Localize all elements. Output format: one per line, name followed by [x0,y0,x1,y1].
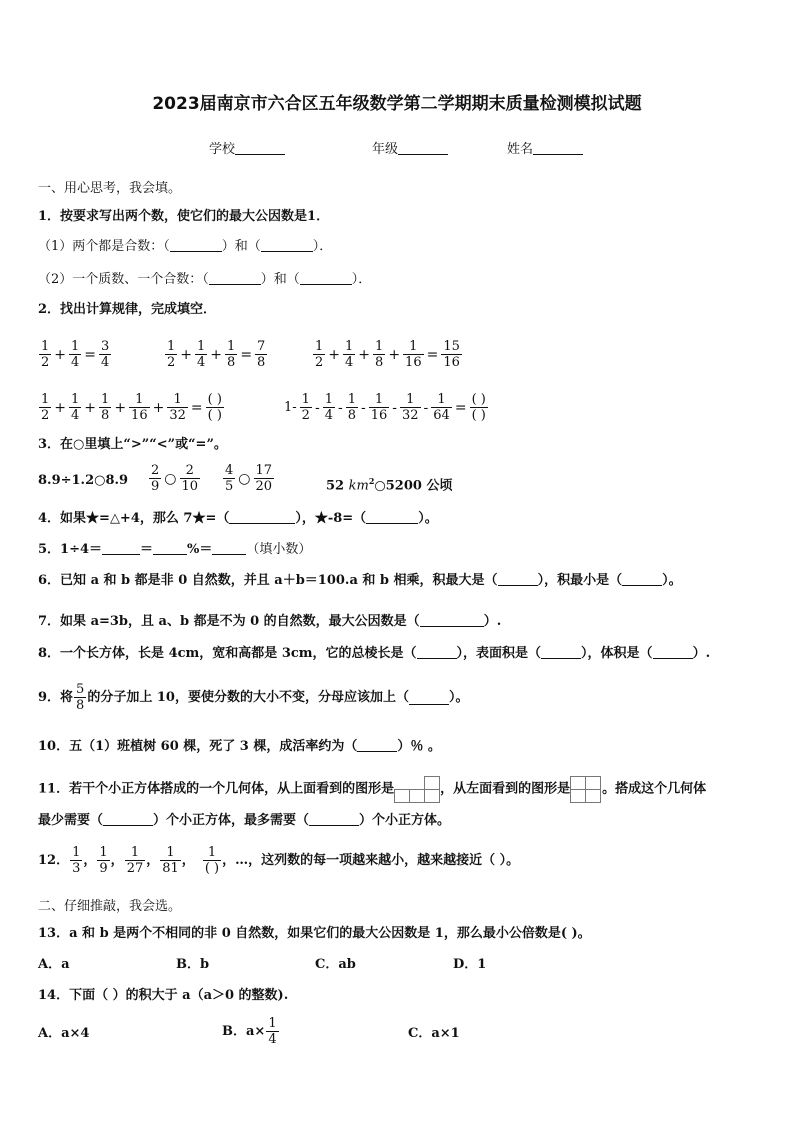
q13-option-b[interactable]: B．b [176,957,210,972]
numerator: 1 [409,339,418,354]
grade-field [372,141,448,158]
q14-option-a[interactable]: A．a×4 [38,1026,90,1041]
question-text: ， [110,852,124,868]
question-text: ）。 [418,511,438,526]
numerator: 1 [301,392,310,407]
denominator: 8 [347,408,356,423]
q8-blank-3[interactable] [653,645,693,659]
q2-expr-1 [38,339,112,370]
denominator: 9 [151,479,160,494]
fraction [313,339,325,370]
fraction [373,339,385,370]
question-text: ，从左面看到的图形是 [440,781,571,797]
fraction [70,845,82,876]
question-text: 12． [38,852,70,868]
q1-blank-4[interactable] [300,271,352,285]
denominator: 4 [197,355,206,370]
question-text: 7．如果 a=3b，且 a、b 都是不为 0 的自然数，最大公因数是（ [38,614,420,629]
fraction [343,339,355,370]
q5-blank-3[interactable] [212,541,246,555]
fraction [431,392,452,423]
question-text: 10．五（1）班植树 60 棵，死了 3 棵，成活率约为（ [38,739,358,754]
q10 [38,738,441,755]
section-heading-2: 二、仔细推敲，我会选。 [38,899,182,914]
operator: = [426,346,439,363]
denominator: 20 [255,479,273,494]
q9 [38,682,468,713]
denominator: 16 [370,408,388,423]
question-text: 11．若干个小正方体搭成的一个几何体，从上面看到的图形是 [38,781,395,797]
question-text: ）个小正方体，最多需要（ [153,813,310,828]
denominator: ( ) [471,408,486,423]
school-field [209,141,285,158]
numerator: 3 [101,339,110,354]
grade-blank[interactable] [398,141,448,155]
operator: + [114,399,127,416]
numerator: 1 [173,392,182,407]
fraction [69,392,81,423]
answer-fraction[interactable] [203,845,221,876]
denominator: 2 [301,408,310,423]
fraction [195,339,207,370]
fraction [129,392,150,423]
q1-blank-2[interactable] [261,238,313,252]
question-text: 8．一个长方体，长是 4cm，宽和高都是 3cm，它的总棱长是（ [38,646,417,661]
q3-stem: 3．在○里填上“>”“<”或“=”。 [38,437,227,452]
fraction [346,392,358,423]
denominator: 8 [257,355,266,370]
left-view-grid-icon [570,775,602,803]
numerator: 1 [227,339,236,354]
fraction [300,392,312,423]
numerator: ( ) [471,392,486,407]
q13-option-c[interactable]: C．ab [315,957,356,972]
q14-stem: 14．下面（ ）的积大于 a（a＞0 的整数). [38,988,289,1003]
question-text: ）. [692,646,711,661]
numerator: 1 [71,339,80,354]
denominator: 32 [402,408,419,423]
grade-label: 年级 [372,142,399,157]
question-text: B．a× [222,1023,266,1039]
denominator: 8 [375,355,384,370]
operator: + [328,346,341,363]
denominator: 8 [227,355,236,370]
question-text: ），体积是（ [581,646,653,661]
numerator: 1 [315,339,324,354]
fraction [254,463,275,494]
q2-expr-2 [164,339,268,370]
question-text: 6．已知 a 和 b 都是非 0 自然数，并且 a＋b＝100.a 和 b 相乘，积最大是（ [38,573,498,588]
q2-expr-5 [282,392,489,423]
q9-blank-1[interactable] [409,691,449,705]
q1-blank-3[interactable] [209,271,261,285]
compare-circle[interactable]: ○ [238,470,251,487]
numerator: 1 [268,1016,277,1031]
question-text: ）. [483,614,502,629]
numerator: 1 [437,392,446,407]
fraction [74,682,86,713]
numerator: 2 [185,463,194,478]
fraction [180,463,201,494]
numerator: 2 [151,463,160,478]
fraction [441,339,462,370]
name-blank[interactable] [533,141,583,155]
name-label: 姓名 [507,142,534,157]
denominator: 9 [99,861,108,876]
q1-part2 [38,271,371,288]
fraction [266,1016,278,1047]
operator: = [454,399,467,416]
denominator: 16 [443,355,460,370]
question-text: ＝ [140,542,154,557]
operator: + [152,399,165,416]
denominator: 4 [71,355,80,370]
numerator: 1 [347,392,356,407]
q3-item-d: 52 $km^2○5200$ 公顷 [326,476,453,494]
q4-blank-1[interactable] [229,510,295,524]
fraction [403,339,424,370]
question-text: ）． [351,272,372,287]
q13-stem: 13．a 和 b 是两个不相同的非 0 自然数，如果它们的最大公因数是 1，那么最小公倍数是( )。 [38,926,591,941]
fraction [99,339,111,370]
denominator: 27 [126,861,144,876]
q2-expr-4 [38,392,225,423]
fraction [160,845,181,876]
fraction [99,392,111,423]
fraction [400,392,421,423]
denominator: 4 [268,1032,277,1047]
question-text: ）和（ [260,272,300,287]
question-text: ）％ 。 [397,739,441,754]
question-text: （2）一个质数、一个合数：（ [38,272,209,287]
question-text: （1）两个都是合数：（ [38,239,170,254]
numerator: ( ) [207,392,222,407]
fraction [97,845,109,876]
question-text: ）和（ [221,239,261,254]
denominator: 4 [324,408,333,423]
school-label: 学校 [209,142,236,157]
q3-item-a: 8.9÷1.2○8.9 [38,473,129,488]
denominator: 4 [101,355,110,370]
q5-blank-2[interactable] [153,541,187,555]
question-text: ），积最小是（ [537,573,623,588]
denominator: 5 [225,479,234,494]
section-heading-1: 一、用心思考，我会填。 [38,181,182,196]
q3-item-c [222,463,275,494]
q4-blank-2[interactable] [366,510,418,524]
denominator: 3 [72,861,81,876]
operator: + [84,399,97,416]
question-text: %＝ [187,542,213,557]
numerator: 1 [41,339,50,354]
numerator: 1 [324,392,333,407]
numerator: 7 [257,339,266,354]
denominator: 10 [181,479,199,494]
answer-fraction[interactable] [470,392,488,423]
operator: = [190,399,203,416]
denominator: 16 [405,355,422,370]
operator: + [180,346,193,363]
top-view-grid-icon [394,775,440,803]
question-text: 9．将 [38,689,74,705]
question-text: ， [181,852,195,868]
operator: = [240,346,253,363]
q2-stem: 2．找出计算规律，完成填空． [38,302,217,317]
denominator: 4 [71,408,80,423]
q1-stem: 1．按要求写出两个数，使它们的最大公因数是1． [38,209,330,224]
answer-fraction[interactable] [206,392,224,423]
fraction [223,463,235,494]
operator: - [360,399,366,416]
q8 [38,645,710,662]
q1-blank-1[interactable] [170,238,222,252]
fraction [167,392,188,423]
fraction [149,463,161,494]
numerator: 1 [207,845,217,860]
page-title: 2023届南京市六合区五年级数学第二学期期末质量检测模拟试题 [152,94,642,114]
q4 [38,510,438,527]
fraction [369,392,390,423]
question-text: ）个小正方体。 [359,813,451,828]
numerator: 15 [443,339,460,354]
question-text: 。搭成这个几何体 [602,781,707,797]
operator: + [210,346,223,363]
numerator: 17 [255,463,273,478]
q8-blank-2[interactable] [541,645,581,659]
denominator: 2 [41,408,50,423]
numerator: 1 [375,339,384,354]
denominator: ( ) [207,408,222,423]
numerator: 1 [197,339,206,354]
name-field [507,141,583,158]
q6-blank-1[interactable] [498,572,538,586]
operator: + [358,346,371,363]
numerator: 1 [130,845,140,860]
q6 [38,572,682,589]
q14-option-c[interactable]: C．a×1 [408,1026,460,1041]
numerator: 1 [135,392,144,407]
question-text: 的分子加上 10，要使分数的大小不变，分母应该加上（ [87,689,409,705]
denominator: 2 [41,355,50,370]
numerator: 5 [76,682,85,697]
question-text: ）。 [448,689,469,705]
q11-blank-2[interactable] [309,812,359,826]
operator: - [314,399,320,416]
numerator: 1 [71,392,80,407]
compare-circle[interactable]: ○ [164,470,177,487]
question-text: ），表面积是（ [456,646,542,661]
numerator: 1 [72,845,81,860]
question-text: 4．如果★=△+4，那么 7★=（ [38,511,230,526]
question-text: 52 [326,478,345,494]
fraction [225,339,237,370]
question-text: （填小数） [246,542,312,557]
numerator: 1 [345,339,354,354]
question-text: ）． [312,239,333,254]
denominator: 81 [162,861,179,876]
q11-line-2 [38,812,450,829]
operator: + [388,346,401,363]
fraction [323,392,335,423]
question-text: ，…，这列数的每一项越来越小，越来越接近（ ）。 [222,852,520,868]
denominator: 8 [101,408,110,423]
question-text: ）。 [662,573,682,588]
q6-blank-2[interactable] [622,572,662,586]
numerator: 1 [166,845,175,860]
fraction [125,845,146,876]
q13-option-a[interactable]: A．a [38,957,70,972]
numerator: 1 [41,392,50,407]
q11-line-1 [38,775,706,803]
operator: + [54,346,67,363]
q7 [38,613,501,630]
numerator: 1 [374,392,384,407]
denominator: 2 [315,355,324,370]
operator: - [337,399,343,416]
fraction [39,339,51,370]
denominator: 32 [169,408,186,423]
question-text: ， [146,852,160,868]
question-text: 最少需要（ [38,813,104,828]
denominator: 2 [167,355,176,370]
q10-blank-1[interactable] [357,738,397,752]
school-blank[interactable] [235,141,285,155]
numerator: 1 [406,392,415,407]
q11-blank-1[interactable] [103,812,153,826]
numerator: 4 [225,463,234,478]
operator: = [84,346,97,363]
operator: + [54,399,67,416]
numerator: 1 [101,392,110,407]
question-text: ），★-8=（ [295,511,367,526]
denominator: 8 [76,698,85,713]
q13-option-d[interactable]: D．1 [453,957,487,972]
operator: - [392,399,397,416]
denominator: 4 [345,355,354,370]
q2-expr-3 [312,339,463,370]
denominator: ( ) [204,861,220,876]
question-text: ， [83,852,97,868]
fraction [39,392,51,423]
numerator: 1 [99,845,108,860]
q1-part1 [38,238,332,255]
fraction [255,339,267,370]
denominator: 16 [131,408,148,423]
numerator: 1 [167,339,176,354]
q3-item-b [148,463,201,494]
fraction [69,339,81,370]
operator: 1- [284,400,297,415]
q5 [38,541,311,558]
q8-blank-1[interactable] [417,645,457,659]
operator: - [423,399,429,416]
denominator: 64 [433,408,450,423]
q14-option-b[interactable] [222,1016,280,1047]
q7-blank-1[interactable] [420,613,484,627]
question-text: 5．1÷4＝ [38,542,103,557]
q12 [38,845,519,876]
q5-blank-1[interactable] [102,541,140,555]
fraction [165,339,177,370]
question-text: ○5200 公顷 [374,478,453,494]
